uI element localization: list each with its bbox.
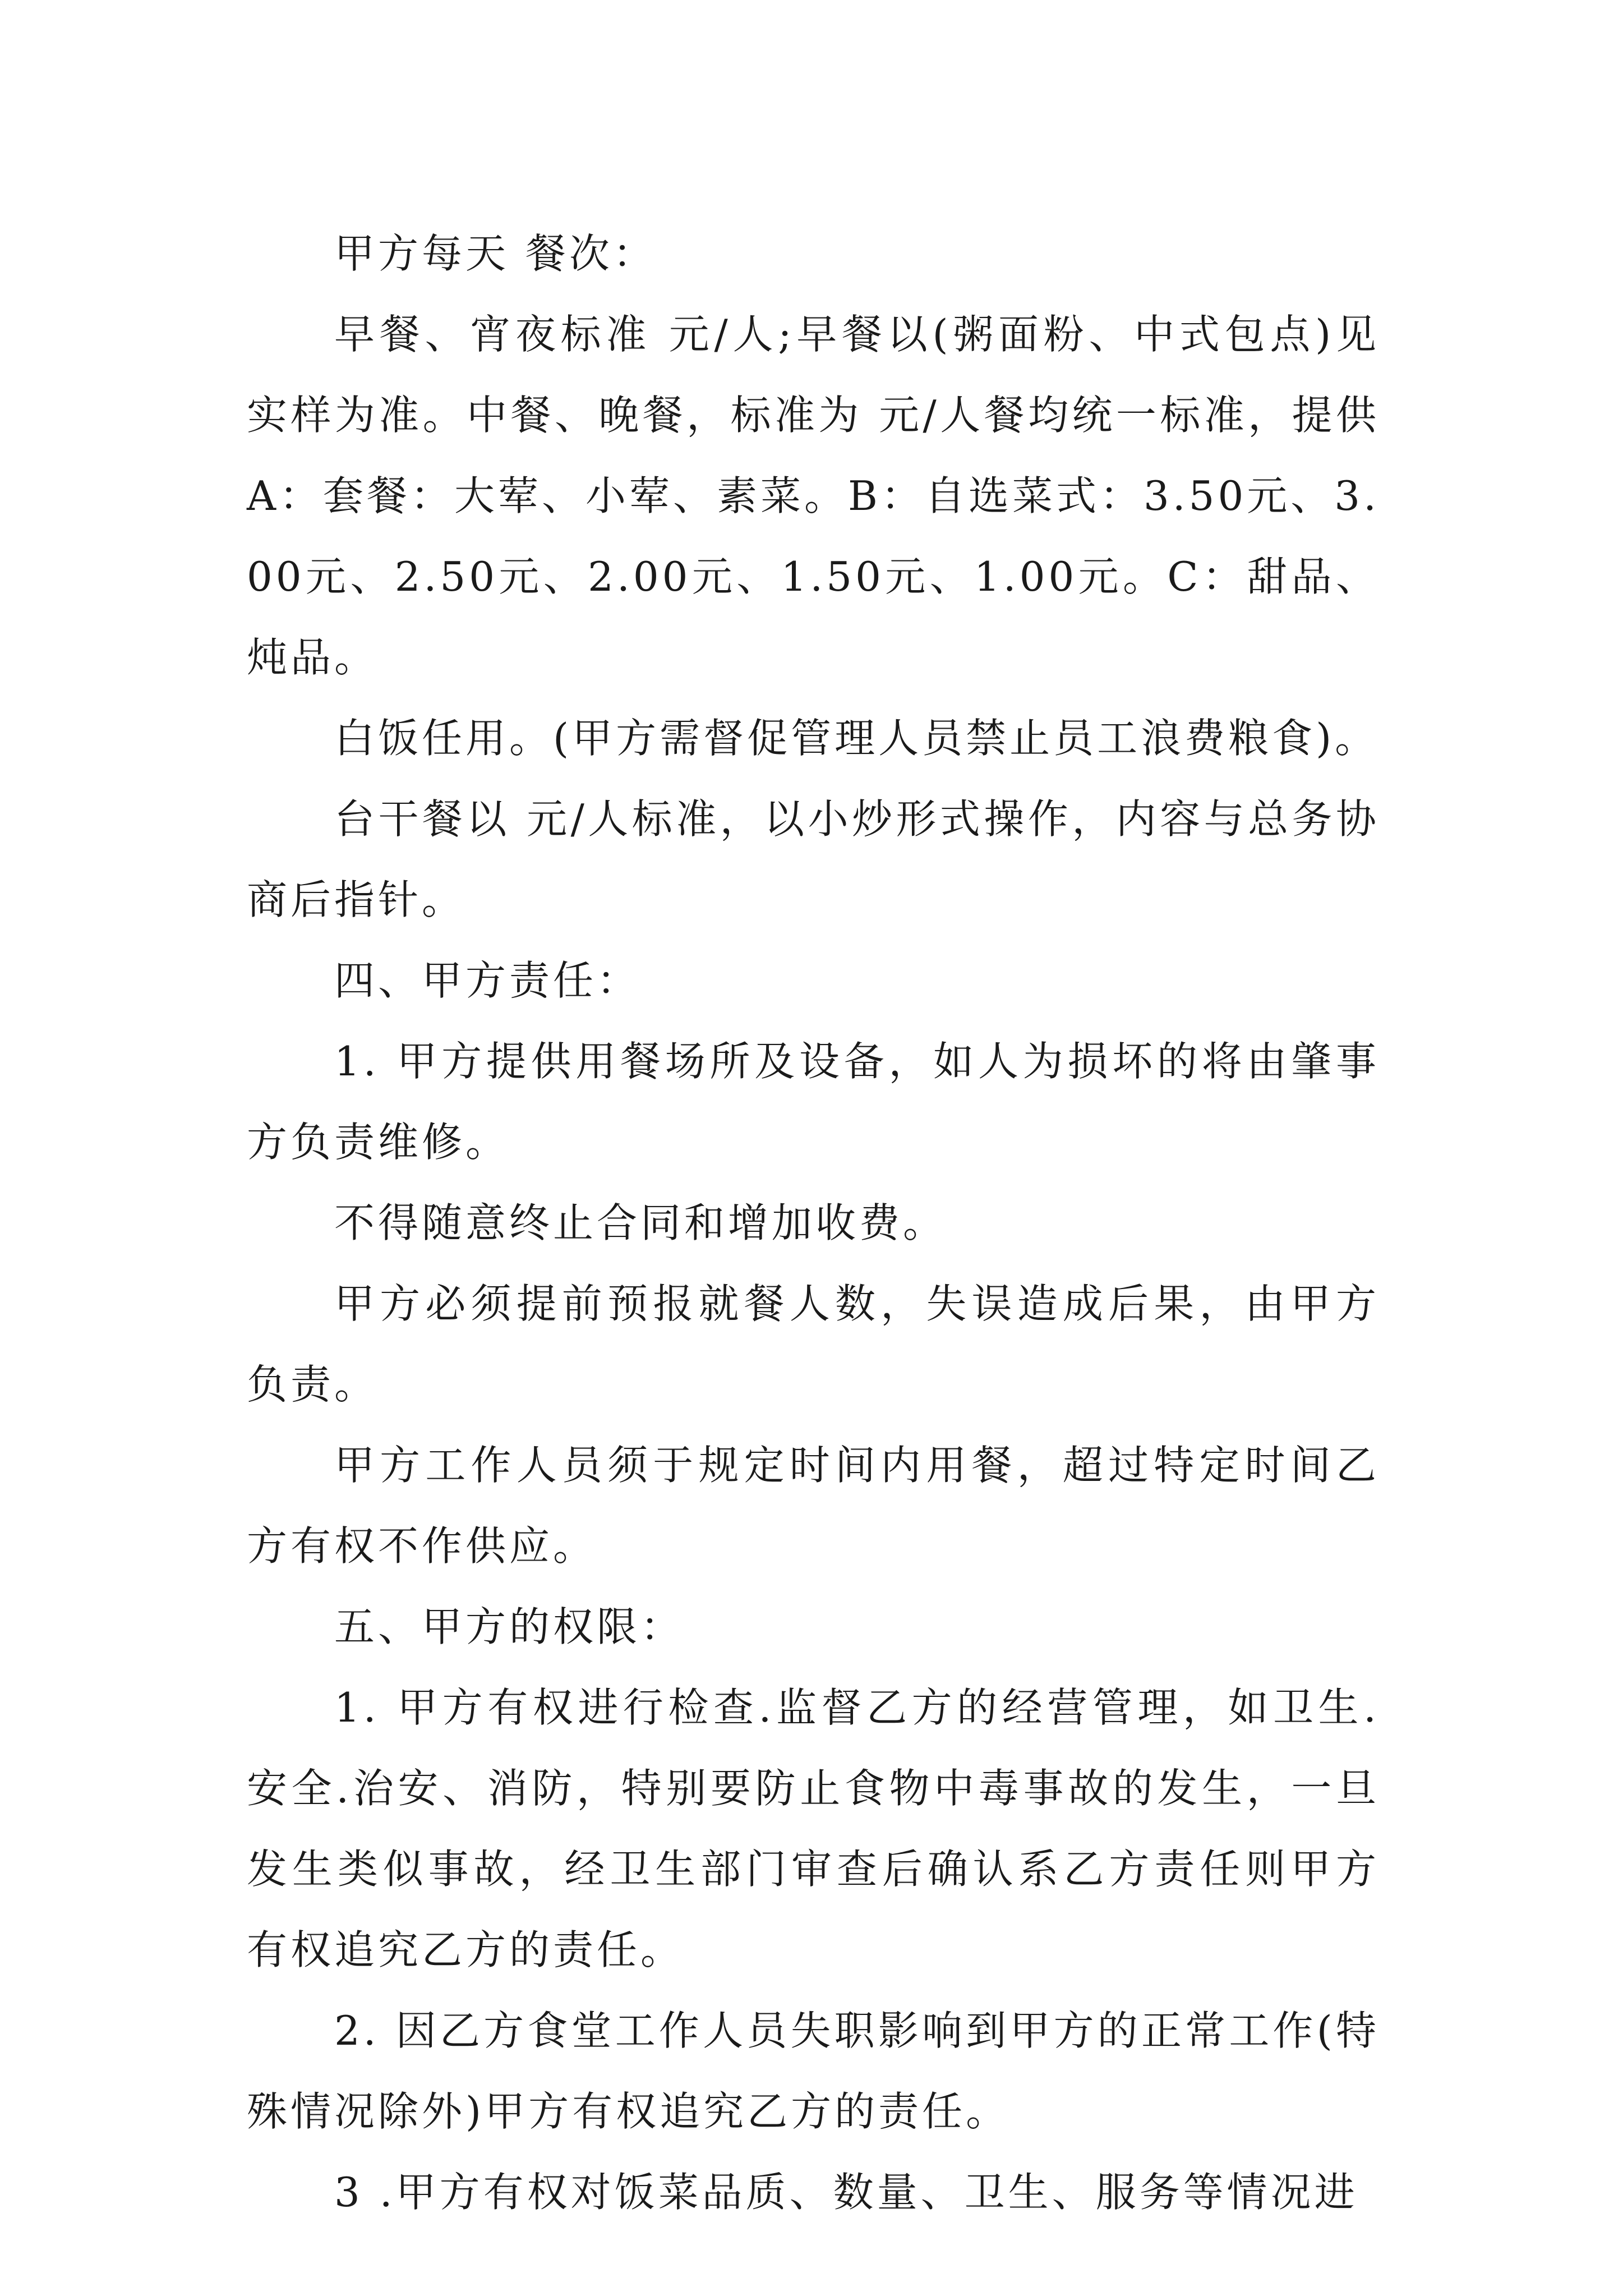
paragraph-meals-per-day: 甲方每天 餐次： [334, 230, 657, 277]
section-heading-party-a-responsibilities: 四、甲方责任： [334, 957, 641, 1004]
paragraph-right-3: 3 .甲方有权对饭菜品质、数量、卫生、服务等情况进 [334, 2169, 1358, 2216]
paragraph-right-1: 1. 甲方有权进行检查.监督乙方的经营管理，如卫生.安全.治安、消防，特别要防止食物中毒事故的发生，一旦发生类似事故，经卫生部门审查后确认系乙方责任则甲方有权追究乙方的责任。 [247, 1684, 1380, 1973]
paragraph-rice-policy: 白饭任用。(甲方需督促管理人员禁止员工浪费粮食)。 [334, 715, 1379, 762]
paragraph-right-2: 2. 因乙方食堂工作人员失职影响到甲方的正常工作(特殊情况除外)甲方有权追究乙方的责任。 [247, 2007, 1380, 2135]
paragraph-meal-time: 甲方工作人员须于规定时间内用餐，超过特定时间乙方有权不作供应。 [247, 1442, 1380, 1570]
section-heading-party-a-rights: 五、甲方的权限： [334, 1603, 685, 1650]
document-body [247, 213, 1380, 2233]
paragraph-meal-standards: 早餐、宵夜标准 元/人;早餐以(粥面粉、中式包点)见实样为准。中餐、晚餐，标准为 元/人餐均统一标准，提供A：套餐：大荤、小荤、素菜。B：自选菜式：3.50元、3.00元、2.50元、2.00元、1.50元、1.00元。C：甜品、炖品。 [247, 311, 1380, 681]
paragraph-responsibility-1: 1. 甲方提供用餐场所及设备，如人为损坏的将由肇事方负责维修。 [247, 1038, 1380, 1166]
paragraph-taiwan-staff-meals: 台干餐以 元/人标准，以小炒形式操作，内容与总务协商后指针。 [247, 795, 1380, 923]
paragraph-report-headcount: 甲方必须提前预报就餐人数，失误造成后果，由甲方负责。 [247, 1280, 1380, 1408]
paragraph-no-termination: 不得随意终止合同和增加收费。 [334, 1199, 947, 1246]
